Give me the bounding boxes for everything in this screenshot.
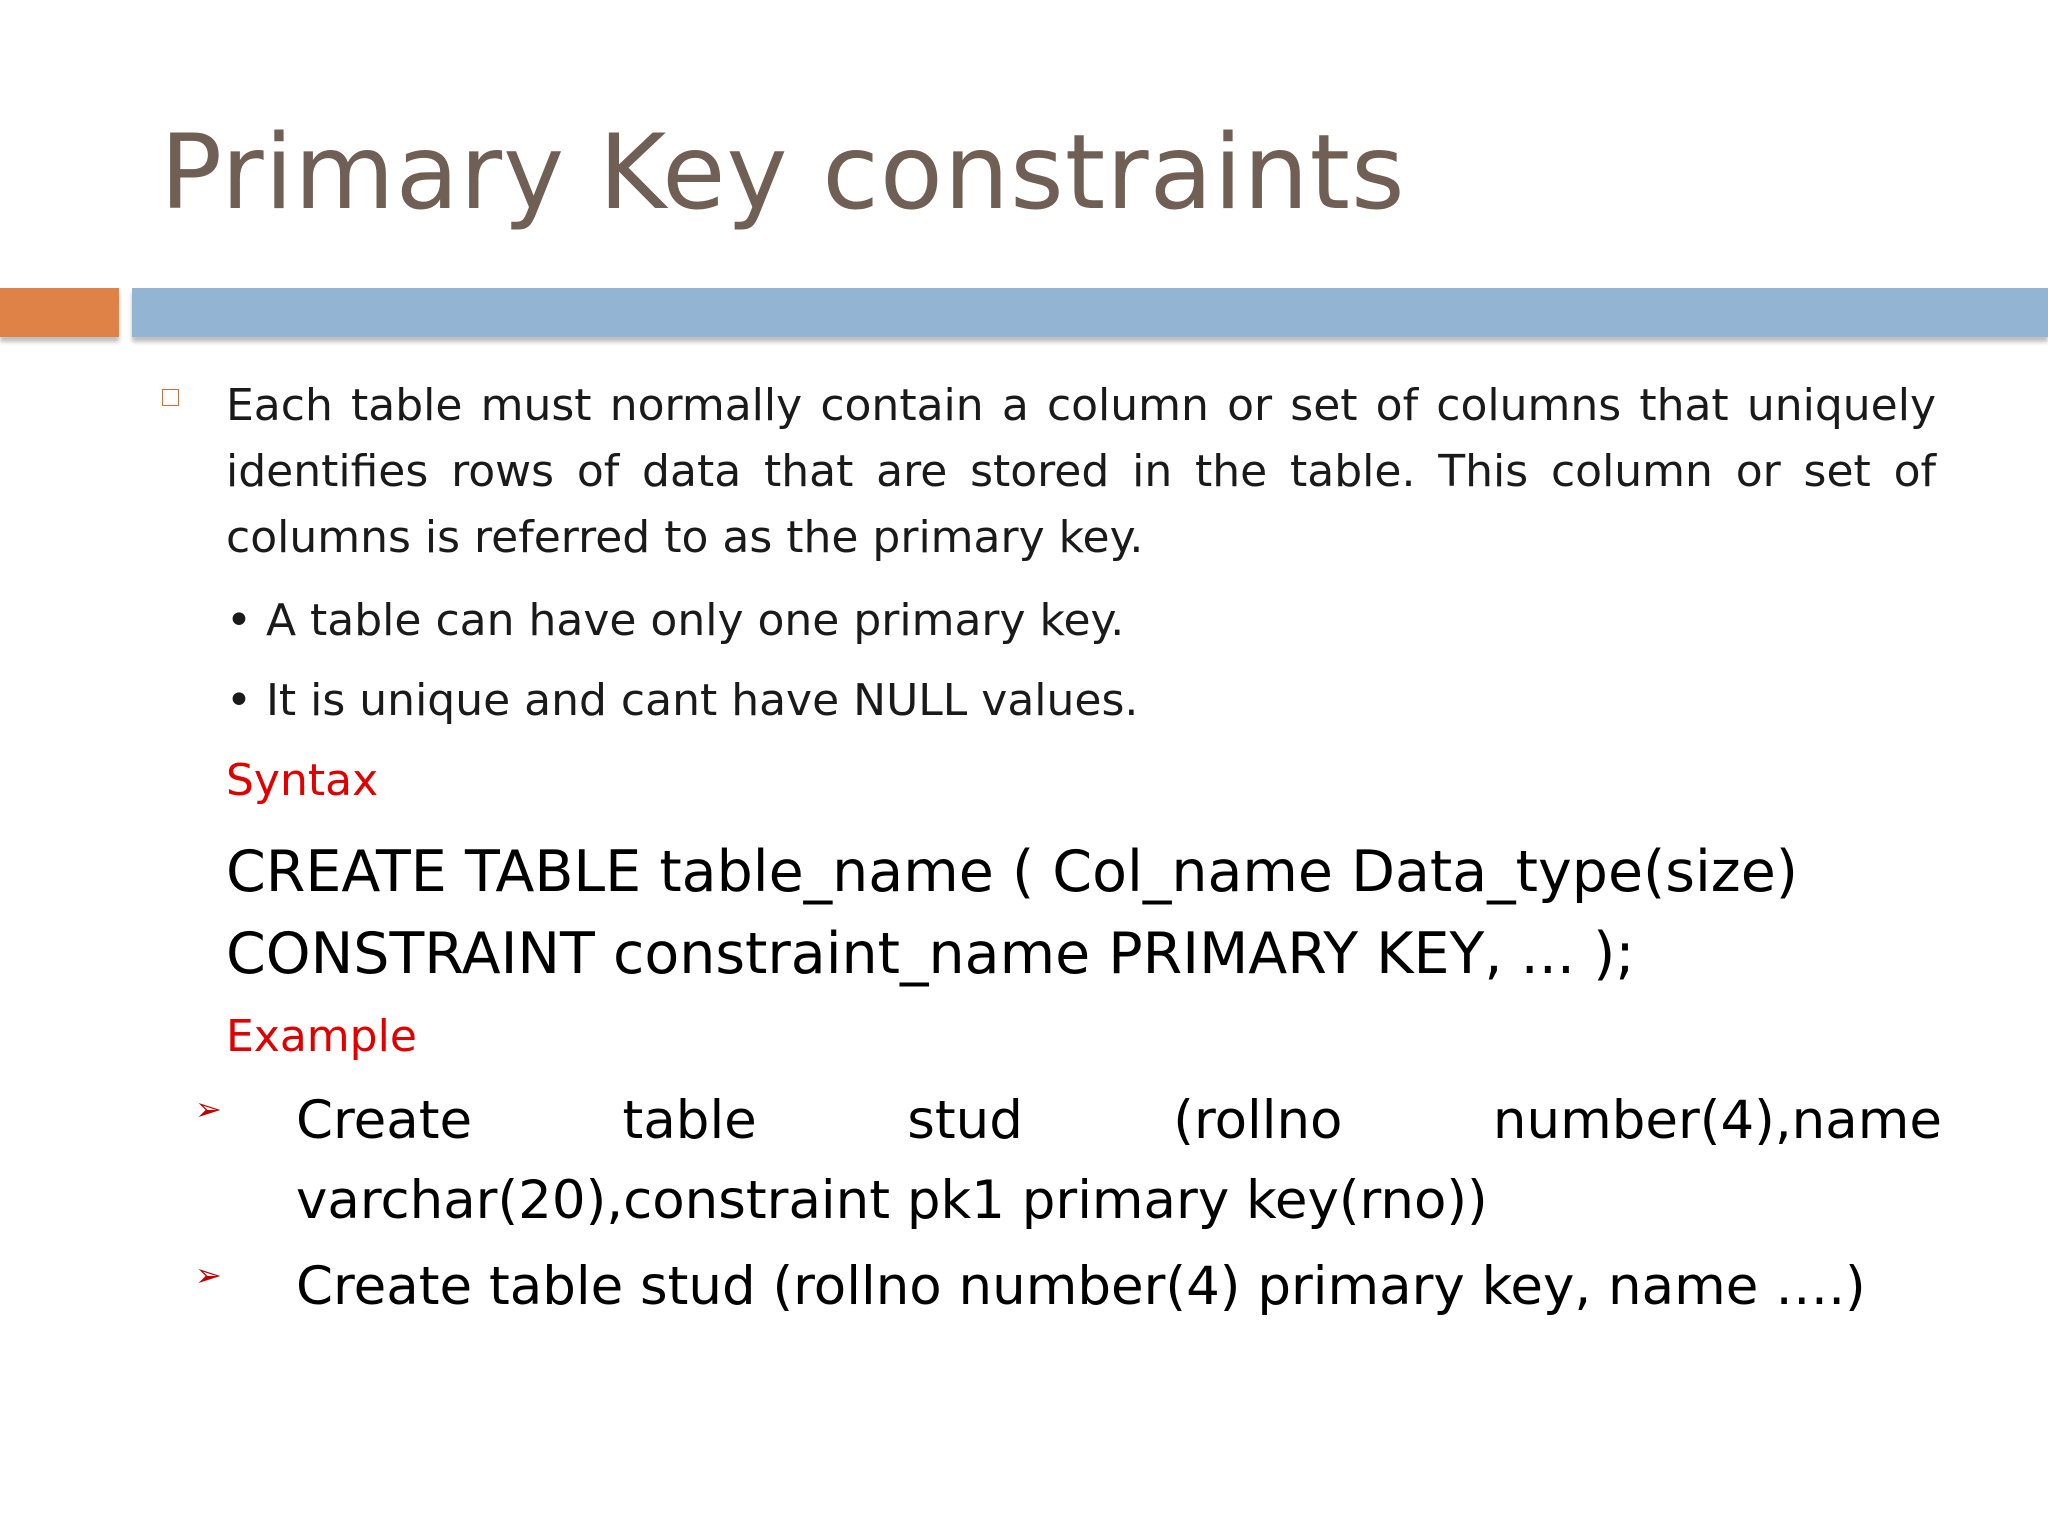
example-2: Create table stud (rollno number(4) primary key, name ….)	[296, 1256, 1866, 1317]
sub-point-one-primary-key: • A table can have only one primary key.	[226, 595, 1125, 646]
syntax-label: Syntax	[226, 755, 379, 806]
slide-title: Primary Key constraints	[160, 113, 1406, 233]
title-accent-bar-orange	[0, 288, 119, 337]
syntax-line-2: CONSTRAINT constraint_name PRIMARY KEY, ... );	[226, 921, 1635, 987]
red-arrowhead-icon: ➢	[195, 1256, 222, 1294]
syntax-code	[226, 831, 1966, 995]
title-accent-bar-blue	[132, 288, 2048, 337]
main-paragraph: Each table must normally contain a column or set of columns that uniquely identifies rows of data that are stored in the table. This column or set of columns is referred to as the primary key.	[226, 380, 1936, 563]
example-1: Create table stud (rollno number(4),name varchar(20),constraint pk1 primary key(rno))	[296, 1090, 1942, 1231]
example-label: Example	[226, 1011, 417, 1062]
syntax-line-1: CREATE TABLE table_name ( Col_name Data_type(size)	[226, 839, 1799, 905]
red-arrowhead-icon: ➢	[195, 1090, 222, 1128]
sub-point-unique-not-null: • It is unique and cant have NULL values.	[226, 675, 1139, 726]
hollow-square-bullet-icon	[162, 389, 179, 406]
